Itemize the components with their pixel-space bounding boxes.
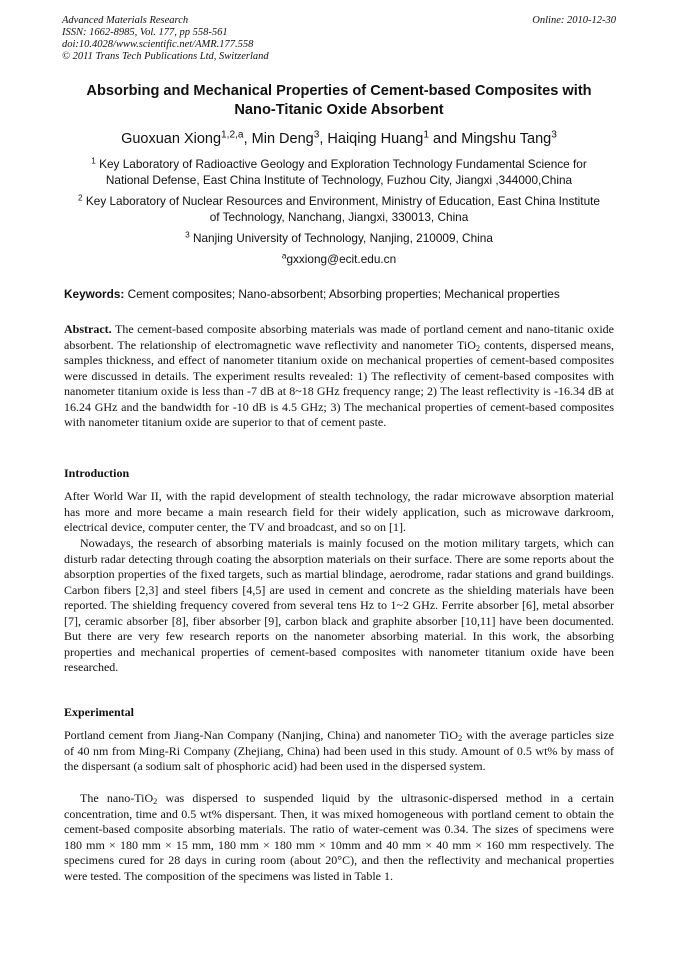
author-separator: , (319, 131, 328, 147)
abstract-label: Abstract. (64, 322, 112, 336)
keywords-label: Keywords: (64, 287, 125, 301)
issn-line: ISSN: 1662-8985, Vol. 177, pp 558-561 (62, 27, 228, 38)
paragraph (64, 791, 614, 884)
subscript: 2 (458, 734, 463, 744)
author-affiliation-mark: 1 (423, 129, 429, 141)
paragraph-text: with the average particles size of 40 nm from Ming-Ri Company (Zhejiang, China) had been used in this study. Amount of 0.5 wt% by mass of the dispersant (a sodium salt of phosphoric acid) had been used in the dispersed system. (64, 728, 614, 773)
affiliation-text: Nanjing University of Technology, Nanjing, 210009, China (192, 231, 493, 245)
paragraph-text: was dispersed to suspended liquid by the ultrasonic-dispersed method in a certain concentration, time and 0.5 wt% dispersant. Then, it was mixed homogeneous with portland cement to obtain the cement-based composite absorbing materials. The ratio of water-cement was 0.34. The sizes of specimens were 180 mm × 180 mm × 15 mm, 180 mm × 180 mm × 10mm and 40 mm × 40 mm × 160 mm respectively. The specimens cured for 28 days in curing room (about 20°C), and then the reflectivity and mechanical properties were tested. The composition of the specimens was listed in Table 1. (64, 791, 614, 883)
paragraph-text: The nano-TiO (80, 791, 154, 805)
author-affiliation-mark: 3 (551, 129, 557, 141)
email-mark: a (281, 251, 287, 261)
section-heading-experimental: Experimental (64, 705, 134, 719)
journal-header (62, 15, 616, 63)
keywords-text: Cement composites; Nano-absorbent; Absorbing properties; Mechanical properties (127, 287, 560, 301)
online-date: Online: 2010-12-30 (532, 15, 616, 26)
affiliation-3 (40, 230, 638, 246)
copyright-line: © 2011 Trans Tech Publications Ltd, Switzerland (62, 51, 269, 62)
paragraph (64, 728, 614, 775)
author-separator: , (243, 131, 252, 147)
affiliation-mark: 3 (185, 230, 190, 240)
author-list (40, 131, 638, 147)
section-heading-introduction: Introduction (64, 466, 130, 480)
affiliation-text: Key Laboratory of Nuclear Resources and Environment, Ministry of Education, East China Institute (85, 194, 600, 208)
paper-title (40, 82, 638, 120)
doi-line: doi:10.4028/www.scientific.net/AMR.177.558 (62, 39, 254, 50)
paragraph: Nowadays, the research of absorbing materials is mainly focused on the motion military targets, which can disturb radar detecting through coating the absorption materials on their surface. There are some reports about the absorption properties of the fixed targets, such as martial blindage, aerodrome, radar stations and grand buildings. Carbon fibers [2,3] and steel fibers [4,5] are used in cement and concrete as the shielding materials have been reported. The shielding frequency covered from several tens Hz to 1~2 GHz. Ferrite absorber [6], metal absorber [7], ceramic absorber [8], fiber absorber [9], carbon black and graphite absorber [10,11] have been documented. But there are very few research reports on the nanometer absorbing material. In this work, the absorbing properties and mechanical properties of cement-based composites with nanometer titanium oxide have been researched. (64, 536, 614, 674)
subscript: 2 (475, 343, 481, 353)
author-separator: and (428, 131, 462, 147)
affiliation-text: Key Laboratory of Radioactive Geology and Exploration Technology Fundamental Science for (99, 157, 587, 171)
corresponding-email (40, 251, 638, 267)
affiliation-text: of Technology, Nanchang, Jiangxi, 330013, China (209, 210, 469, 224)
author-affiliation-mark: 3 (313, 129, 320, 141)
paragraph: After World War II, with the rapid development of stealth technology, the radar microwave absorption material has more and more became a main research field for their widely application, such as microwave darkroom, electrical device, computer center, the TV and broadcast, and so on [1]. (64, 489, 614, 534)
author-name: Mingshu Tang (461, 131, 552, 147)
title-line-1: Absorbing and Mechanical Properties of Cement-based Composites with (86, 83, 592, 99)
subscript: 2 (153, 797, 158, 807)
keywords (64, 287, 624, 301)
author-name: Min Deng (251, 131, 314, 147)
title-line-2: Nano-Titanic Oxide Absorbent (234, 102, 444, 118)
affiliation-mark: 1 (91, 156, 96, 166)
author-affiliation-mark: 1,2,a (221, 129, 244, 141)
email-address[interactable]: gxxiong@ecit.edu.cn (286, 252, 397, 266)
affiliation-text: National Defense, East China Institute of Technology, Fuzhou City, Jiangxi ,344000,China (105, 173, 573, 187)
author-name: Haiqing Huang (327, 131, 424, 147)
abstract (64, 322, 614, 431)
affiliation-1 (40, 156, 638, 188)
abstract-text: contents, dispersed means, samples thickness, and effect of nanometer titanium oxide on mechanical properties of cement-based composites were discussed in details. The experiment results revealed: 1) The reflectivity of cement-based composites with nanometer titanium oxide is less than -7 dB at 8~18 GHz frequency range; 2) The least reflectivity is -16.34 dB at 16.24 GHz and the bandwidth for -10 dB is 4.5 GHz; 3) The mechanical properties of cement-based composites with nanometer titanium oxide are superior to that of cement paste. (64, 337, 615, 429)
paragraph-text: Portland cement from Jiang-Nan Company (Nanjing, China) and nanometer TiO (64, 728, 459, 742)
abstract-text: The cement-based composite absorbing materials was made of portland cement and nano-titanic oxide absorbent. The relationship of electromagnetic wave reflectivity and nanometer TiO (64, 322, 614, 352)
author-name: Guoxuan Xiong (121, 131, 222, 147)
journal-name: Advanced Materials Research (62, 15, 189, 26)
affiliation-mark: 2 (78, 193, 83, 203)
affiliation-2 (40, 193, 638, 225)
